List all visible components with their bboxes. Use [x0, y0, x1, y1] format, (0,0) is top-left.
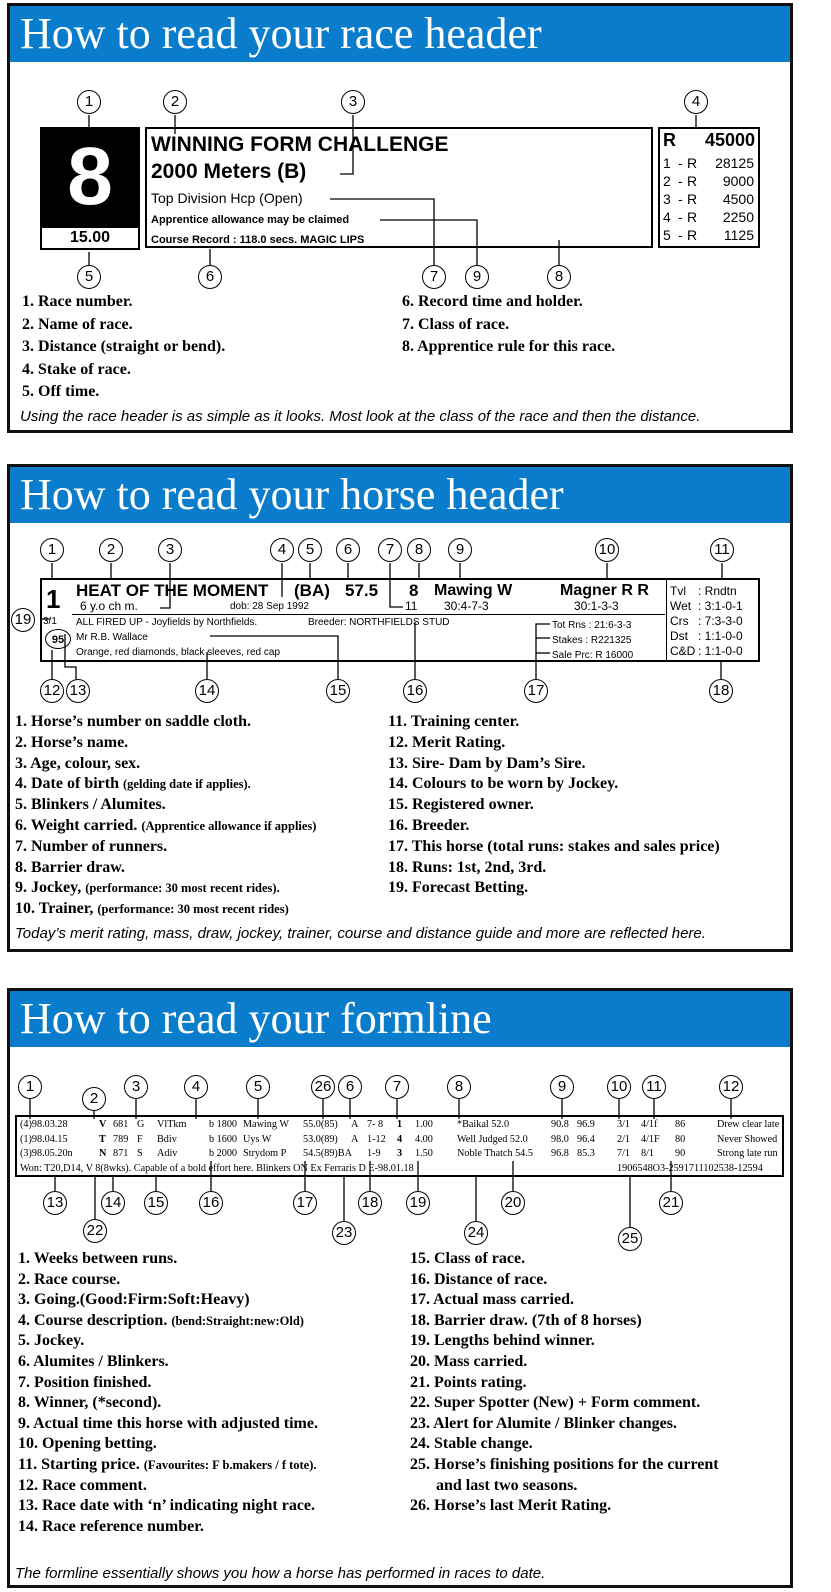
- form-cell: 90: [675, 1148, 686, 1159]
- form-callout-bottom: 25: [618, 1227, 642, 1251]
- form-cell: 96.8: [551, 1148, 569, 1159]
- horse-legend-item: 19. Forecast Betting.: [388, 879, 529, 897]
- form-legend-item: [18, 1291, 250, 1309]
- form-legend-item: 22. Super Spotter (New) + Form comment.: [410, 1394, 701, 1412]
- race-legend-item: 3. Distance (straight or bend).: [22, 338, 226, 356]
- form-cell: 4/1F: [641, 1133, 660, 1145]
- stake-sep: -: [678, 227, 683, 243]
- race-number: 8: [67, 131, 113, 222]
- form-legend-main: 12. Race comment.: [18, 1476, 147, 1494]
- race-callout-2: 2: [163, 90, 187, 114]
- weight-carried: 57.5: [345, 581, 379, 600]
- form-legend-item: 17. Actual mass carried.: [410, 1291, 574, 1309]
- form-cell: N: [99, 1148, 107, 1159]
- age-colour-sex: 6 y.o ch m.: [80, 599, 138, 613]
- stake-label: R: [687, 227, 698, 243]
- race-number-box: [40, 127, 140, 228]
- owner: Mr R.B. Wallace: [76, 632, 148, 643]
- form-cell: G: [137, 1119, 145, 1130]
- form-legend-note: (Favourites: F b.makers / f tote).: [143, 1458, 317, 1472]
- form-legend-item: [18, 1374, 151, 1392]
- horse-callout-7: 7: [378, 538, 402, 562]
- horse-callout-14: 14: [195, 679, 219, 703]
- form-cell: 3: [397, 1148, 403, 1159]
- form-callout-top: 7: [385, 1075, 409, 1099]
- stake-label: R: [687, 209, 698, 225]
- stake-place: 5: [663, 227, 671, 243]
- horse-legend-item: [15, 755, 140, 773]
- form-legend-item: [18, 1250, 177, 1268]
- race-footer: Using the race header is as simple as it looks. Most look at the class of the race and then the distance.: [20, 408, 701, 425]
- form-callout-bottom: 24: [464, 1221, 488, 1245]
- race-class: Top Division Hcp (Open): [151, 190, 303, 206]
- form-legend-item: 18. Barrier draw. (7th of 8 horses): [410, 1311, 642, 1329]
- horse-legend-main: 5. Blinkers / Alumites.: [15, 796, 166, 814]
- form-callout-top: 26: [311, 1075, 335, 1099]
- jockey-colours: Orange, red diamonds, black sleeves, red cap: [76, 647, 280, 658]
- horse-legend-item: [15, 838, 167, 856]
- stat-value: : 3:1-0-1: [698, 599, 743, 613]
- merit-rating-badge: [45, 629, 71, 649]
- formline-footer: The formline essentially shows you how a horse has performed in races to date.: [15, 1565, 546, 1582]
- stake-total-value: 45000: [704, 130, 755, 150]
- horse-legend-item: 12. Merit Rating.: [388, 733, 506, 751]
- form-legend-main: 8. Winner, (*second).: [18, 1394, 162, 1412]
- race-callout-1: 1: [77, 90, 101, 114]
- form-cell: 4.00: [415, 1133, 433, 1145]
- form-callout-bottom: 15: [144, 1191, 168, 1215]
- stake-label: R: [687, 155, 698, 171]
- horse-legend-item: [15, 879, 280, 897]
- form-legend-item: [18, 1435, 157, 1453]
- stat-value: : Rndtn: [698, 584, 737, 598]
- stake-value: 9000: [722, 173, 754, 189]
- stats-divider: [666, 580, 667, 660]
- form-cell: b 1800: [209, 1119, 238, 1130]
- form-callout-bottom: 13: [43, 1191, 67, 1215]
- merit-rating: 95: [51, 634, 65, 646]
- form-legend-item: 19. Lengths behind winner.: [410, 1332, 595, 1350]
- form-callout-top: 5: [246, 1075, 270, 1099]
- form-callout-bottom: 18: [358, 1191, 382, 1215]
- form-cell: T: [99, 1133, 106, 1145]
- horse-callout-5: 5: [298, 538, 322, 562]
- horse-callout-16: 16: [403, 679, 427, 703]
- form-callout-bottom: 16: [199, 1191, 223, 1215]
- stat-value: : 7:3-3-0: [698, 614, 743, 628]
- stake-value: 4500: [722, 191, 754, 207]
- form-cell: 80: [675, 1133, 686, 1145]
- form-cell: 4: [397, 1133, 403, 1145]
- form-legend-item: [18, 1518, 204, 1536]
- form-cell: (3)98.05.20n: [20, 1148, 73, 1159]
- horse-callout-15: 15: [326, 679, 350, 703]
- race-legend-item: 2. Name of race.: [22, 315, 133, 333]
- formline-banner: How to read your formline: [10, 991, 790, 1047]
- stakes-box: [658, 127, 760, 248]
- row-divider: [72, 614, 665, 615]
- form-legend-item: 26. Horse’s last Merit Rating.: [410, 1497, 612, 1515]
- form-legend-item: [18, 1456, 317, 1474]
- horse-legend-main: 7. Number of runners.: [15, 837, 168, 855]
- jockey: Mawing W: [434, 582, 513, 599]
- form-callout-bottom: 17: [293, 1191, 317, 1215]
- total-runs: Tot Rns : 21:6-3-3: [552, 620, 632, 631]
- form-cell: 871: [113, 1148, 129, 1159]
- form-callout-top: 10: [607, 1075, 631, 1099]
- stake-place: 2: [663, 173, 671, 189]
- form-legend-main: 1. Weeks between runs.: [18, 1250, 178, 1267]
- form-callout-top: 8: [447, 1075, 471, 1099]
- horse-legend-item: 11. Training center.: [388, 713, 520, 730]
- form-legend-main: 13. Race date with ‘n’ indicating night race.: [18, 1497, 316, 1515]
- finishing-positions: 1906548O3-2591711102538-12594: [617, 1163, 763, 1174]
- race-legend-item: 1. Race number.: [22, 293, 133, 310]
- race-header-section: [7, 3, 793, 433]
- horse-legend-main: 10. Trainer,: [15, 900, 94, 918]
- breeding: ALL FIRED UP - Joyfields by Northfields.: [76, 617, 258, 628]
- horse-callout-13: 13: [66, 679, 90, 703]
- race-callout-3: 3: [341, 90, 365, 114]
- stake-place: 4: [663, 209, 671, 225]
- horse-legend-item: [15, 734, 128, 752]
- horse-legend-note: (performance: 30 most recent rides).: [85, 881, 280, 896]
- horse-header-banner: How to read your horse header: [10, 467, 790, 523]
- sale-price: Sale Prc: R 16000: [552, 650, 634, 661]
- form-cell: VlTkm: [157, 1119, 187, 1130]
- form-legend-item: 24. Stable change.: [410, 1435, 533, 1453]
- form-cell: Uys W: [243, 1133, 272, 1145]
- form-cell: 53.0(89): [303, 1133, 338, 1145]
- race-legend-item: 6. Record time and holder.: [402, 293, 583, 310]
- form-callout-top: 11: [642, 1075, 666, 1099]
- form-cell: 1-12: [367, 1133, 386, 1145]
- form-legend-item: 16. Distance of race.: [410, 1270, 548, 1288]
- horse-callout-17: 17: [524, 679, 548, 703]
- form-comment-row: Won: T20,D14, V 8(8wks). Capable of a bold effort here. Blinkers ON Ex Ferraris D E-98.01.18: [20, 1163, 414, 1174]
- form-cell: Well Judged 52.0: [457, 1133, 528, 1145]
- horse-legend-item: [15, 817, 316, 835]
- stake-value: 1125: [723, 227, 754, 243]
- race-legend-item: 4. Stake of race.: [22, 360, 131, 378]
- form-legend-item: 23. Alert for Alumite / Blinker changes.: [410, 1414, 677, 1432]
- stake-sep: -: [678, 209, 683, 225]
- horse-legend-item: [15, 713, 251, 731]
- horse-legend-note: (Apprentice allowance if applies): [141, 819, 317, 833]
- form-cell: 96.4: [577, 1133, 595, 1145]
- form-callout-bottom: 14: [101, 1191, 125, 1215]
- form-cell: Never Showed: [717, 1133, 778, 1145]
- form-legend-item: [18, 1312, 304, 1330]
- horse-legend-main: 1. Horse’s number on saddle cloth.: [15, 713, 252, 730]
- barrier-draw: 8: [409, 581, 419, 600]
- race-legend-item: 7. Class of race.: [402, 315, 510, 333]
- horse-legend-item: 16. Breeder.: [388, 817, 470, 834]
- horse-callout-4: 4: [270, 538, 294, 562]
- form-legend-item: 25. Horse’s finishing positions for the current: [410, 1456, 719, 1473]
- form-cell: 98.0: [551, 1133, 569, 1145]
- form-cell: Adiv: [157, 1148, 178, 1159]
- form-cell: 1: [397, 1119, 403, 1130]
- form-legend-item: [18, 1477, 147, 1495]
- form-cell: 681: [113, 1119, 129, 1130]
- stake-total-label: R: [663, 130, 676, 150]
- form-cell: (1)98.04.15: [20, 1133, 68, 1145]
- horse-header-box: [40, 578, 760, 662]
- stat-label: Dst: [670, 629, 688, 643]
- race-distance: 2000 Meters (B): [151, 160, 307, 183]
- stat-label: Wet: [670, 599, 692, 613]
- form-legend-main: 2. Race course.: [18, 1270, 121, 1288]
- form-legend-note: (bend:Straight:new:Old): [171, 1313, 304, 1328]
- form-legend-main: 3. Going.(Good:Firm:Soft:Heavy): [18, 1291, 250, 1309]
- horse-legend-item: [15, 796, 166, 814]
- form-cell: 3/1: [617, 1119, 631, 1130]
- form-cell: Strong late run: [717, 1148, 778, 1159]
- form-cell: 7/1: [617, 1148, 631, 1159]
- form-callout-top: 1: [18, 1075, 42, 1099]
- stake-value: 28125: [715, 155, 754, 171]
- horse-callout-12: 12: [40, 679, 64, 703]
- race-details-box: [145, 127, 653, 248]
- form-callout-bottom: 21: [659, 1191, 683, 1215]
- horse-callout-6: 6: [336, 538, 360, 562]
- form-legend-main: 7. Position finished.: [18, 1373, 152, 1391]
- form-cell: A: [351, 1119, 359, 1130]
- forecast-betting: 3/1: [43, 616, 57, 627]
- form-cell: 8/1: [641, 1148, 655, 1159]
- form-legend-item: 21. Points rating.: [410, 1373, 527, 1391]
- form-legend-main: 10. Opening betting.: [18, 1435, 157, 1453]
- horse-legend-item: [15, 900, 289, 918]
- form-callout-top: 3: [124, 1075, 148, 1099]
- form-cell: 4/1f: [641, 1119, 658, 1130]
- form-callout-top: 12: [719, 1075, 743, 1099]
- form-legend-main: 4. Course description.: [18, 1311, 168, 1329]
- blinkers: (BA): [294, 581, 330, 600]
- horse-callout-1: 1: [40, 538, 64, 562]
- jockey-stats: 30:4-7-3: [444, 599, 489, 613]
- horse-callout-11: 11: [710, 538, 734, 562]
- form-cell: V: [99, 1119, 107, 1130]
- race-callout-6: 6: [198, 265, 222, 289]
- form-legend-item: [18, 1353, 169, 1371]
- saddle-number: 1: [46, 584, 61, 614]
- breeder: Breeder: NORTHFIELDS STUD: [308, 617, 450, 628]
- form-cell: 1.50: [415, 1148, 433, 1159]
- race-header-banner: How to read your race header: [10, 6, 790, 62]
- horse-legend-main: 9. Jockey,: [15, 879, 82, 897]
- horse-name: HEAT OF THE MOMENT: [76, 581, 269, 600]
- horse-callout-18: 18: [709, 679, 733, 703]
- form-callout-bottom: 20: [501, 1191, 525, 1215]
- form-cell: 55.0(85): [303, 1119, 338, 1130]
- form-callout-top: 4: [184, 1075, 208, 1099]
- race-callout-5: 5: [77, 265, 101, 289]
- form-cell: 54.5(89)BA: [303, 1148, 352, 1159]
- form-cell: 7- 8: [367, 1119, 384, 1130]
- form-legend-item: 15. Class of race.: [410, 1250, 526, 1267]
- form-cell: Drew clear late: [717, 1119, 780, 1130]
- stat-label: Crs: [670, 614, 689, 628]
- form-cell: 96.9: [577, 1119, 595, 1130]
- form-cell: Bdiv: [157, 1133, 177, 1145]
- race-legend-item: 5. Off time.: [22, 383, 100, 401]
- race-callout-9: 9: [465, 265, 489, 289]
- form-cell: Mawing W: [243, 1119, 289, 1130]
- form-legend-item: [18, 1394, 161, 1412]
- stake-place: 1: [663, 155, 671, 171]
- form-cell: 2/1: [617, 1133, 631, 1145]
- form-callout-top: 9: [550, 1075, 574, 1099]
- horse-callout-8: 8: [407, 538, 431, 562]
- stake-label: R: [687, 173, 698, 189]
- form-cell: b 1600: [209, 1133, 238, 1145]
- form-legend-item: and last two seasons.: [436, 1476, 578, 1494]
- horse-legend-item: 18. Runs: 1st, 2nd, 3rd.: [388, 858, 547, 876]
- form-legend-item: [18, 1497, 315, 1515]
- horse-footer: Today’s merit rating, mass, draw, jockey, trainer, course and distance guide and more are reflected here.: [15, 925, 706, 942]
- form-legend-main: 5. Jockey.: [18, 1332, 85, 1350]
- horse-header-section: [7, 464, 793, 952]
- form-callout-top: 6: [338, 1075, 362, 1099]
- form-cell: Strydom P: [243, 1148, 287, 1159]
- race-callout-4: 4: [684, 90, 708, 114]
- off-time: 15.00: [40, 228, 140, 250]
- stakes-won: Stakes : R221325: [552, 635, 632, 646]
- stake-label: R: [687, 191, 698, 207]
- course-record: Course Record : 118.0 secs. MAGIC LIPS: [151, 234, 365, 246]
- form-cell: 1.00: [415, 1119, 433, 1130]
- race-callout-8: 8: [547, 265, 571, 289]
- form-cell: Noble Thatch 54.5: [457, 1148, 533, 1159]
- horse-legend-note: (performance: 30 most recent rides): [97, 902, 289, 917]
- form-legend-item: [18, 1415, 318, 1433]
- horse-legend-item: 17. This horse (total runs: stakes and sales price): [388, 837, 720, 855]
- horse-legend-item: [15, 775, 251, 793]
- stake-sep: -: [678, 173, 683, 189]
- form-legend-item: 20. Mass carried.: [410, 1353, 528, 1370]
- stake-value: 2250: [722, 209, 754, 225]
- stat-label: C&D: [670, 644, 696, 658]
- horse-legend-item: 14. Colours to be worn by Jockey.: [388, 775, 619, 793]
- race-name: WINNING FORM CHALLENGE: [151, 133, 449, 156]
- formline-section: [7, 988, 793, 1588]
- form-legend-item: [18, 1271, 120, 1289]
- form-callout-top: 2: [82, 1087, 106, 1111]
- formline-box: [15, 1115, 784, 1177]
- form-cell: *Baikal 52.0: [457, 1119, 510, 1130]
- stat-value: : 1:1-0-0: [698, 629, 743, 643]
- stat-label: Tvl: [670, 584, 686, 598]
- stat-value: : 1:1-0-0: [698, 644, 743, 658]
- form-callout-bottom: 23: [332, 1221, 356, 1245]
- horse-legend-main: 4. Date of birth: [15, 775, 119, 793]
- form-legend-main: 6. Alumites / Blinkers.: [18, 1353, 169, 1370]
- form-cell: 86: [675, 1119, 686, 1130]
- race-callout-7: 7: [422, 265, 446, 289]
- horse-callout-9: 9: [448, 538, 472, 562]
- form-cell: 789: [113, 1133, 129, 1145]
- form-cell: S: [137, 1148, 143, 1159]
- horse-legend-main: 2. Horse’s name.: [15, 733, 129, 751]
- form-legend-main: 9. Actual time this horse with adjusted time.: [18, 1414, 318, 1432]
- horse-legend-item: 15. Registered owner.: [388, 796, 534, 814]
- date-of-birth: dob: 28 Sep 1992: [230, 601, 309, 612]
- trainer: Magner R R: [560, 582, 649, 599]
- horse-legend-main: 3. Age, colour, sex.: [15, 754, 141, 772]
- form-cell: (4)98.03.28: [20, 1119, 68, 1130]
- horse-legend-note: (gelding date if applies).: [122, 777, 251, 792]
- form-legend-main: 14. Race reference number.: [18, 1517, 204, 1535]
- stake-sep: -: [678, 191, 683, 207]
- horse-callout-3: 3: [158, 538, 182, 562]
- form-cell: F: [137, 1133, 143, 1145]
- form-callout-bottom: 19: [406, 1191, 430, 1215]
- form-cell: 85.3: [577, 1148, 595, 1159]
- form-cell: 90.8: [551, 1119, 569, 1130]
- apprentice-note: Apprentice allowance may be claimed: [151, 214, 350, 226]
- form-cell: A: [351, 1133, 359, 1145]
- horse-legend-main: 6. Weight carried.: [15, 817, 138, 834]
- form-cell: 1-9: [367, 1148, 381, 1159]
- race-legend-item: 8. Apprentice rule for this race.: [402, 338, 616, 356]
- stake-sep: -: [678, 155, 683, 171]
- horse-legend-main: 8. Barrier draw.: [15, 858, 125, 876]
- horse-callout-10: 10: [595, 538, 619, 562]
- form-callout-bottom: 22: [83, 1219, 107, 1243]
- form-legend-item: [18, 1332, 84, 1350]
- horse-callout-19: 19: [11, 608, 35, 632]
- horse-legend-item: 13. Sire- Dam by Dam’s Sire.: [388, 754, 586, 772]
- form-legend-main: 11. Starting price.: [18, 1456, 140, 1473]
- horse-callout-2: 2: [99, 538, 123, 562]
- trainer-stats: 30:1-3-3: [574, 599, 619, 613]
- form-cell: b 2000: [209, 1148, 238, 1159]
- horse-legend-item: [15, 859, 125, 877]
- stake-place: 3: [663, 191, 671, 207]
- runners: 11: [405, 599, 418, 613]
